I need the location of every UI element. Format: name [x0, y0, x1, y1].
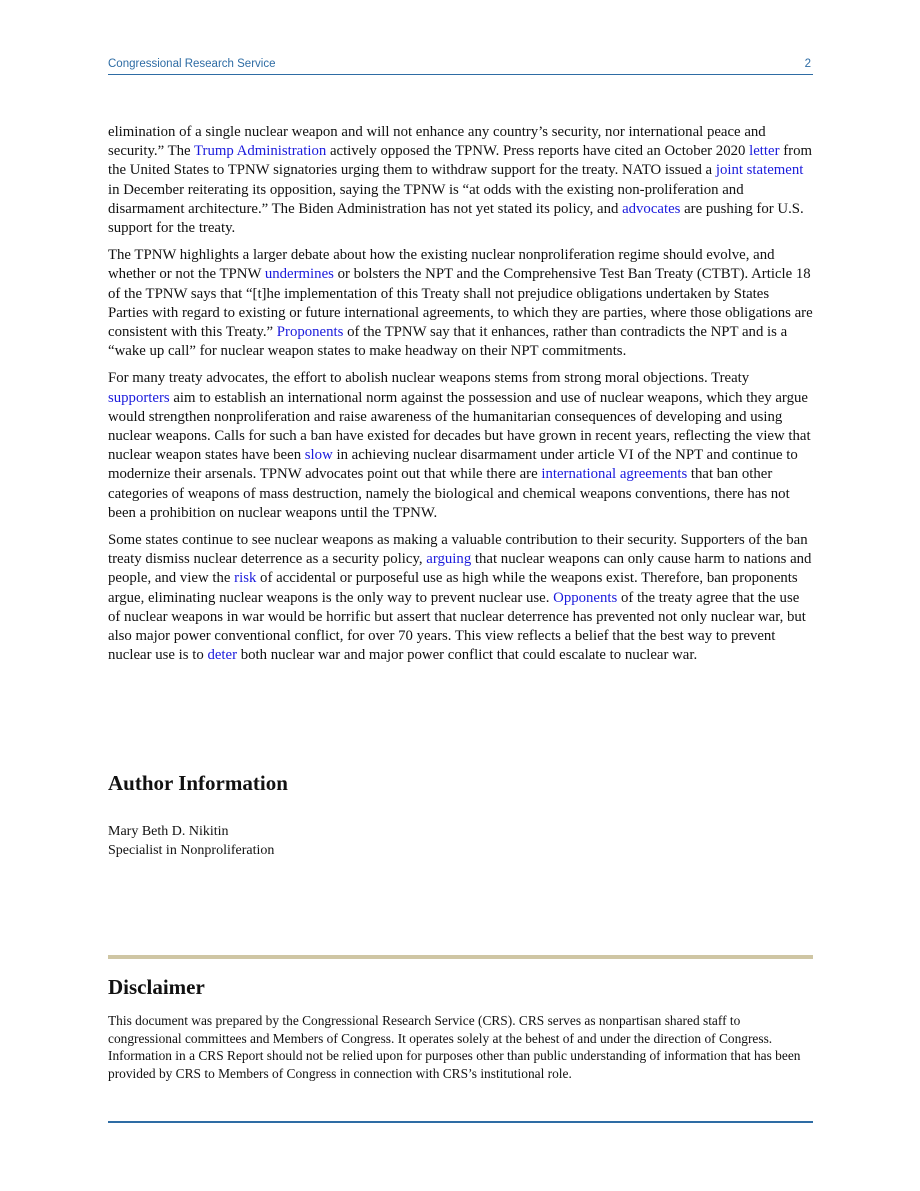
paragraph-text: both nuclear war and major power conflict that could escalate to nuclear war.: [237, 647, 698, 664]
paragraph-text: elimination of a single nuclear weapon and will not enhance any country’s security, nor international peace and security.” The: [108, 124, 766, 160]
paragraph-text: of the treaty agree that the use of nuclear weapons in war would be horrific but assert that nuclear deterrence has prevented not only nuclear war, but also major power conventional conflict, for over 70 years. This view reflects a belief that the best way to prevent nuclear use is to: [108, 589, 806, 664]
section-divider: [108, 955, 813, 959]
hyperlink[interactable]: Trump Administration: [194, 143, 327, 160]
paragraph: [108, 369, 813, 523]
author-title: Specialist in Nonproliferation: [108, 843, 275, 858]
paragraph-text: of the TPNW say that it enhances, rather than contradicts the NPT and is a “wake up call” for nuclear weapon states to make headway on their NPT commitments.: [108, 324, 788, 360]
author-name: Mary Beth D. Nikitin: [108, 824, 229, 839]
paragraph-text: in achieving nuclear disarmament under article VI of the NPT and continue to modernize their arsenals. TPNW advocates point out that while there are: [108, 447, 798, 483]
paragraph-text: For many treaty advocates, the effort to abolish nuclear weapons stems from strong moral objections. Treaty: [108, 370, 750, 387]
paragraph-text: are pushing for U.S. support for the treaty.: [108, 200, 804, 237]
hyperlink[interactable]: Opponents: [553, 589, 618, 606]
paragraph-text: The TPNW highlights a larger debate about how the existing nuclear nonproliferation regime should evolve, and whether or not the TPNW: [108, 247, 775, 283]
hyperlink[interactable]: arguing: [426, 551, 472, 568]
hyperlink[interactable]: undermines: [264, 266, 334, 283]
author-block: [108, 822, 274, 860]
hyperlink[interactable]: advocates: [622, 200, 681, 217]
hyperlink[interactable]: joint statement: [715, 162, 804, 179]
disclaimer-text: This document was prepared by the Congressional Research Service (CRS). CRS serves as nonpartisan shared staff to congressional committees and Members of Congress. It operates solely at the behest of and under the direction of Congress. Information in a CRS Report should not be relied upon for purposes other than public understanding of information that has been provided by CRS to Members of Congress in connection with CRS’s institutional role.: [108, 1013, 801, 1081]
hyperlink[interactable]: letter: [749, 143, 780, 160]
page-number: 2: [804, 58, 811, 70]
paragraph: [108, 246, 813, 361]
paragraph: [108, 531, 813, 665]
paragraph-text: actively opposed the TPNW. Press reports have cited an October 2020: [326, 143, 750, 160]
paragraph-text: or bolsters the NPT and the Comprehensive Test Ban Treaty (CTBT). Article 18 of the TPNW says that “[t]he implementation of this Treaty shall not prejudice obligations undertaken by States Parties with regard to existing or future international agreements, to which they are parties, where those obligations are consistent with this Treaty.”: [108, 266, 813, 341]
paragraph-text: Some states continue to see nuclear weapons as making a valuable contribution to their security. Supporters of the ban treaty dismiss nuclear deterrence as a security policy,: [108, 532, 808, 568]
paragraph: [108, 123, 813, 238]
paragraph-text: aim to establish an international norm against the possession and use of nuclear weapons, which they argue would strengthen nonproliferation and raise awareness of the humanitarian consequences of developing and using nuclear weapons. Calls for such a ban have existed for decades but have grown in recent years, reflecting the view that nuclear weapon states have been: [108, 389, 811, 464]
hyperlink[interactable]: slow: [304, 447, 333, 464]
hyperlink[interactable]: Proponents: [276, 324, 344, 341]
footer-rule: [108, 1121, 813, 1123]
hyperlink[interactable]: supporters: [108, 389, 170, 406]
paragraph-text: that nuclear weapons can only cause harm to nations and people, and view the: [108, 551, 812, 587]
author-heading: Author Information: [108, 771, 288, 795]
paragraph-text: that ban other categories of weapons of mass destruction, namely the biological and chemical weapons conventions, there has not been a prohibition on nuclear weapons until the TPNW.: [108, 466, 790, 521]
paragraph-text: of accidental or purposeful use as high while the weapons exist. Therefore, ban proponents argue, eliminating nuclear weapons is the only way to prevent nuclear use.: [108, 570, 798, 606]
paragraph-text: from the United States to TPNW signatories urging them to withdraw support for the treaty. NATO issued a: [108, 143, 812, 179]
body-text: [108, 123, 813, 673]
hyperlink[interactable]: risk: [234, 570, 257, 587]
page-header: [108, 56, 813, 75]
header-org-name: Congressional Research Service: [108, 58, 276, 70]
paragraph-text: in December reiterating its opposition, saying the TPNW is “at odds with the existing non-proliferation and disarmament architecture.” The Biden Administration has not yet stated its policy, and: [108, 181, 744, 217]
disclaimer-heading: Disclaimer: [108, 975, 205, 999]
hyperlink[interactable]: international agreements: [541, 466, 688, 483]
hyperlink[interactable]: deter: [207, 647, 238, 664]
